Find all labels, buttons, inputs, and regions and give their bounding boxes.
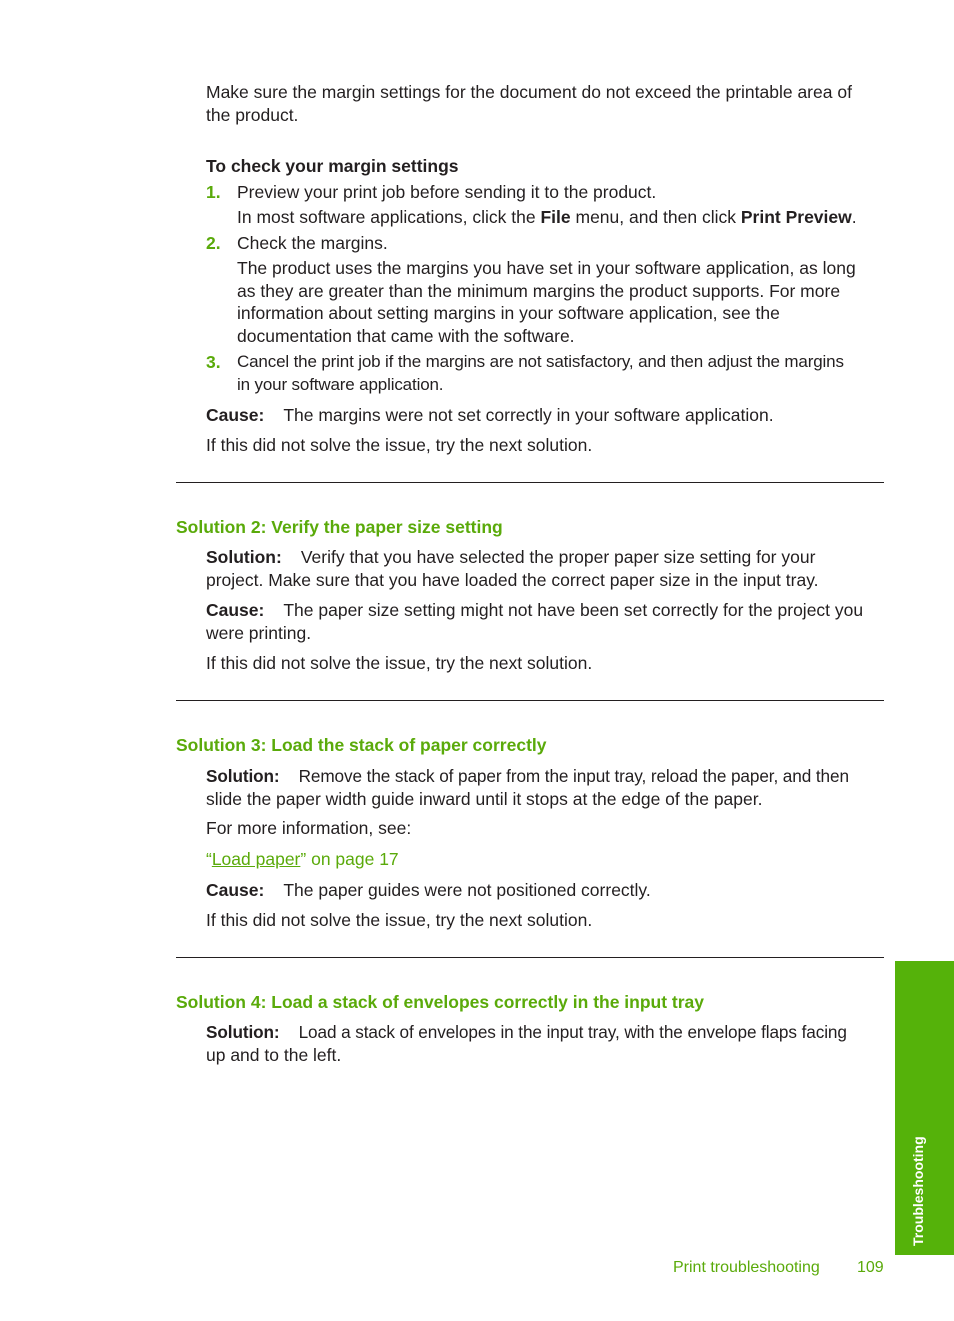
- step-2-detail-line-1: The product uses the margins you have set in your software application, as long: [237, 258, 856, 278]
- next-solution-note-3: If this did not solve the issue, try the next solution.: [206, 910, 593, 930]
- section-divider: [176, 700, 884, 701]
- step-1-detail: [237, 206, 884, 229]
- step-3-line-2: in your software application.: [237, 374, 444, 394]
- step-1-detail-post: .: [851, 207, 857, 227]
- cause-3-text: The paper guides were not positioned correctly.: [283, 880, 651, 900]
- step-2-detail-line-4: documentation that came with the software.: [237, 325, 575, 346]
- load-paper-link[interactable]: [206, 848, 884, 871]
- cause-3: [206, 879, 884, 902]
- step-2-detail: [237, 257, 884, 347]
- solution-4-line-1: Load a stack of envelopes in the input tray, with the envelope flaps facing: [298, 1022, 847, 1042]
- intro-paragraph: [206, 81, 884, 126]
- step-2-text: Check the margins.: [237, 233, 388, 253]
- solution-label: Solution:: [206, 1022, 280, 1042]
- procedure-title: To check your margin settings: [206, 156, 459, 176]
- solution-3-heading: Solution 3: Load the stack of paper correctly: [176, 735, 547, 755]
- step-number-3: 3.: [206, 352, 221, 372]
- cause-label: Cause:: [206, 600, 265, 620]
- cause-2-line-1: The paper size setting might not have been set correctly for the project you: [283, 600, 864, 620]
- solution-4-heading: Solution 4: Load a stack of envelopes correctly in the input tray: [176, 992, 705, 1012]
- next-solution-note-2: If this did not solve the issue, try the next solution.: [206, 653, 593, 673]
- footer-section-title: Print troubleshooting: [673, 1259, 820, 1276]
- solution-2-line-1: Verify that you have selected the proper paper size setting for your: [300, 547, 816, 567]
- file-menu-label: File: [540, 207, 571, 227]
- step-2-detail-line-2: as they are greater than the minimum margins the product supports. For more: [237, 280, 841, 301]
- step-1-text: Preview your print job before sending it to the product.: [237, 182, 657, 202]
- step-number-1: 1.: [206, 182, 221, 202]
- section-divider: [176, 957, 884, 958]
- print-preview-label: Print Preview: [740, 207, 852, 227]
- cause-text: The margins were not set correctly in your software application.: [283, 405, 774, 425]
- load-paper-link-text[interactable]: Load paper: [211, 849, 301, 869]
- section-divider: [176, 482, 884, 483]
- link-open-quote: “: [206, 849, 212, 869]
- solution-2-heading: Solution 2: Verify the paper size setting: [176, 517, 503, 537]
- solution-4-body: [206, 1021, 884, 1066]
- solution-label: Solution:: [206, 766, 280, 786]
- chapter-side-tab-label: Troubleshooting: [910, 1136, 926, 1246]
- next-solution-note-1: If this did not solve the issue, try the next solution.: [206, 435, 593, 455]
- solution-3-line-1: Remove the stack of paper from the input tray, reload the paper, and then: [298, 766, 849, 786]
- cause-2-line-2: were printing.: [206, 622, 312, 643]
- step-3-line-1: Cancel the print job if the margins are not satisfactory, and then adjust the margins: [237, 352, 844, 371]
- step-1-detail-mid: menu, and then click: [570, 207, 741, 227]
- cause-1: [206, 404, 884, 427]
- step-1-detail-pre: In most software applications, click the: [237, 207, 541, 227]
- more-info-text: For more information, see:: [206, 818, 412, 838]
- step-3-text: [237, 351, 884, 396]
- solution-4-line-2: up and to the left.: [206, 1044, 342, 1065]
- intro-line-1: Make sure the margin settings for the document do not exceed the printable area of: [206, 82, 852, 102]
- intro-line-2: the product.: [206, 104, 299, 125]
- solution-label: Solution:: [206, 547, 282, 567]
- solution-3-body: [206, 765, 884, 810]
- link-page-ref: ” on page 17: [300, 849, 399, 869]
- cause-2: [206, 599, 884, 644]
- footer-page-number: 109: [857, 1259, 884, 1276]
- step-number-2: 2.: [206, 233, 221, 253]
- solution-3-line-2: slide the paper width guide inward until it stops at the edge of the paper.: [206, 788, 763, 809]
- step-2-detail-line-3: information about setting margins in your software application, see the: [237, 303, 780, 323]
- solution-2-line-2: project. Make sure that you have loaded the correct paper size in the input tray.: [206, 569, 819, 590]
- cause-label: Cause:: [206, 880, 265, 900]
- solution-2-body: [206, 546, 884, 591]
- cause-label: Cause:: [206, 405, 265, 425]
